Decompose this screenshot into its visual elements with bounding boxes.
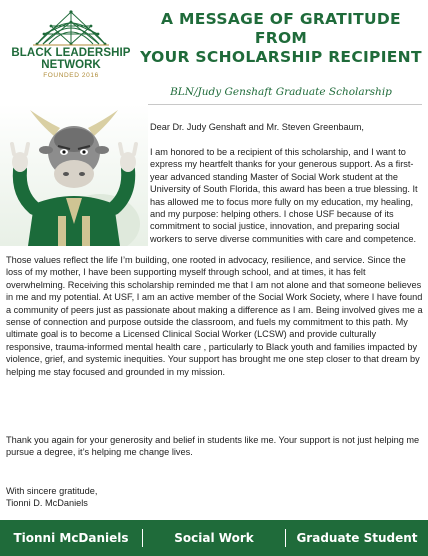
footer-level: Graduate Student: [296, 531, 418, 545]
logo-founded: FOUNDED 2016: [43, 72, 99, 79]
footer-student-name: Tionni McDaniels: [13, 531, 129, 545]
black-leadership-network-logo: [10, 8, 132, 90]
page-title-line1: A MESSAGE OF GRATITUDE FROM: [161, 10, 401, 47]
letter-salutation: Dear Dr. Judy Genshaft and Mr. Steven Greenbaum,: [150, 122, 364, 132]
footer-program: Social Work: [174, 531, 254, 545]
closing-phrase: With sincere gratitude,: [6, 486, 98, 496]
network-dome-icon: [31, 8, 111, 46]
footer-bar: [0, 520, 428, 556]
letter-closing: [6, 485, 306, 510]
bull-mascot-image: [0, 104, 148, 246]
scholarship-subtitle: BLN/Judy Genshaft Graduate Scholarship: [170, 86, 392, 98]
logo-title-line2: NETWORK: [41, 59, 101, 71]
letter-paragraph-3: Thank you again for your generosity and belief in students like me. Your support is not just helping me pursue a degree, it’s helping me change lives.: [6, 435, 420, 458]
letter-paragraph-2: Those values reflect the life I’m building, one rooted in advocacy, resilience, and service. Since the loss of my mother, I have been supporting myself through school, and at times, it has felt overwhelming. Receiving this scholarship reminded me that I am not alone and that someone believes in me and my potential. At USF, I am an active member of the Social Work Society, where I have found a community of peers just as passionate about making a difference as I am. Being involved gives me a sense of connection and purpose outside the classroom, and fuels my commitment to this path. My ultimate goal is to become a Licensed Clinical Social Worker (LCSW) and provide culturally responsive, trauma-informed mental health care , particularly to Black youth and families impacted by violence, grief, and systemic inequities. Your support has brought me one step closer to that dream by helping me stay focused and grounded in my mission.: [6, 255, 423, 377]
signature: Tionni D. McDaniels: [6, 498, 88, 509]
logo-title-line1: BLACK LEADERSHIP: [11, 47, 131, 59]
divider: [140, 104, 422, 105]
letter-paragraph-1: I am honored to be a recipient of this scholarship, and I want to express my heartfelt thanks for your generous support. As a first-year advanced standing Master of Social Work student at the University of South Florida, this award has been a true blessing. It has allowed me to focus more fully on my education, my healing, and my purpose: helping others. I chose USF because of its commitment to social justice, innovation, and preparing social workers to serve diverse communities with care and competence.: [150, 147, 418, 244]
page-title-line2: YOUR SCHOLARSHIP RECIPIENT: [140, 48, 422, 66]
page-title: [140, 10, 422, 67]
